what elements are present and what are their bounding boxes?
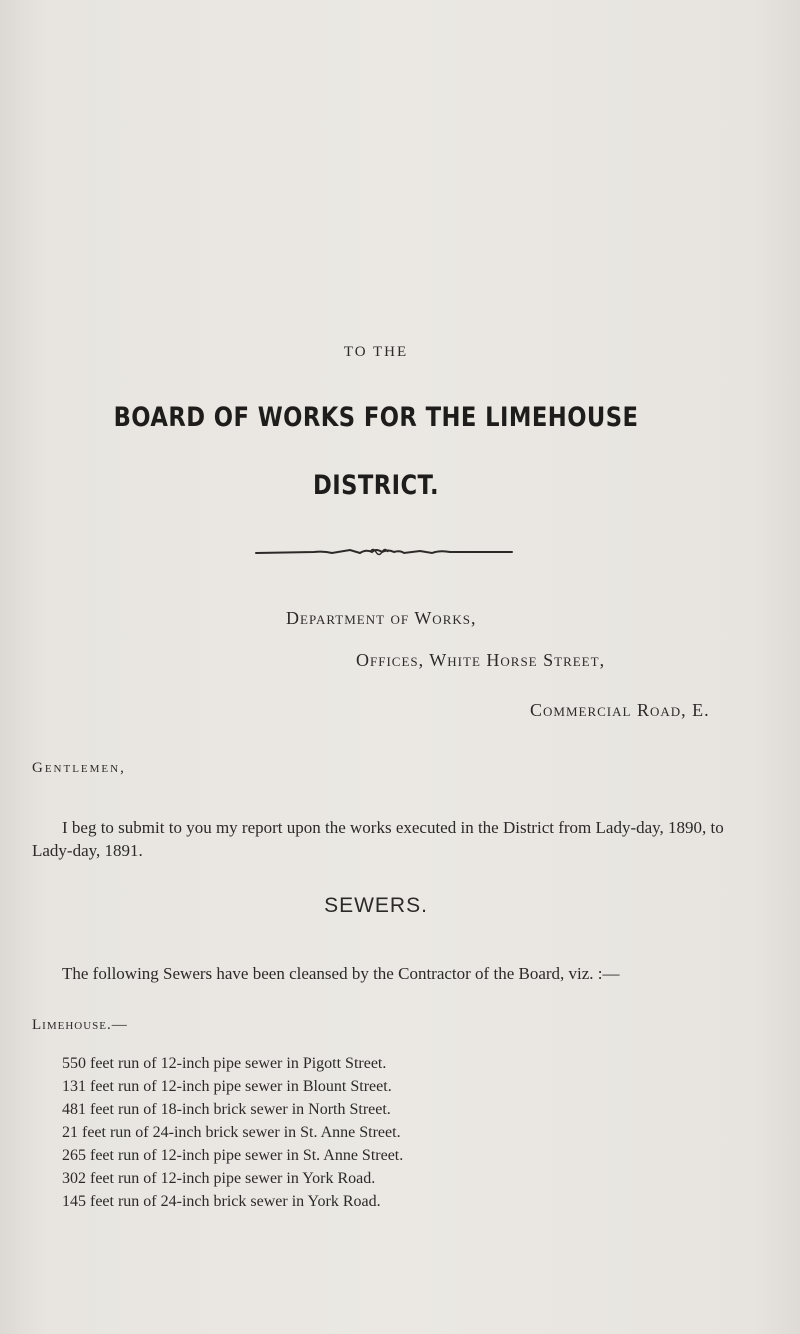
title-line-1: BOARD OF WORKS FOR THE LIMEHOUSE xyxy=(113,402,639,433)
ornament-divider-icon xyxy=(254,540,514,564)
list-item: 550 feet run of 12-inch pipe sewer in Pigott Street. xyxy=(62,1055,387,1072)
sewer-list xyxy=(62,1052,403,1213)
list-item: 302 feet run of 12-inch pipe sewer in York Road. xyxy=(62,1170,376,1187)
intro-paragraph: I beg to submit to you my report upon the works executed in the District from Lady-day, 1890, to Lady-day, 1891. xyxy=(32,818,724,860)
sewers-intro-paragraph: The following Sewers have been cleansed by the Contractor of the Board, viz. :— xyxy=(62,964,620,983)
section-heading: SEWERS. xyxy=(324,894,428,917)
district-label: Limehouse.— xyxy=(32,1017,128,1033)
address-line-2: Offices, White Horse Street, xyxy=(356,650,606,670)
salutation: Gentlemen, xyxy=(32,760,126,776)
list-item: 265 feet run of 12-inch pipe sewer in St. Anne Street. xyxy=(62,1147,404,1164)
list-item: 21 feet run of 24-inch brick sewer in St. Anne Street. xyxy=(62,1124,401,1141)
address-line-1: Department of Works, xyxy=(286,608,477,628)
list-item: 481 feet run of 18-inch brick sewer in North Street. xyxy=(62,1101,391,1118)
to-the-heading: TO THE xyxy=(343,344,409,360)
list-item: 131 feet run of 12-inch pipe sewer in Blount Street. xyxy=(62,1078,392,1095)
title-line-2: DISTRICT. xyxy=(312,470,440,501)
list-item: 145 feet run of 24-inch brick sewer in York Road. xyxy=(62,1193,381,1210)
address-line-3: Commercial Road, E. xyxy=(530,700,710,720)
